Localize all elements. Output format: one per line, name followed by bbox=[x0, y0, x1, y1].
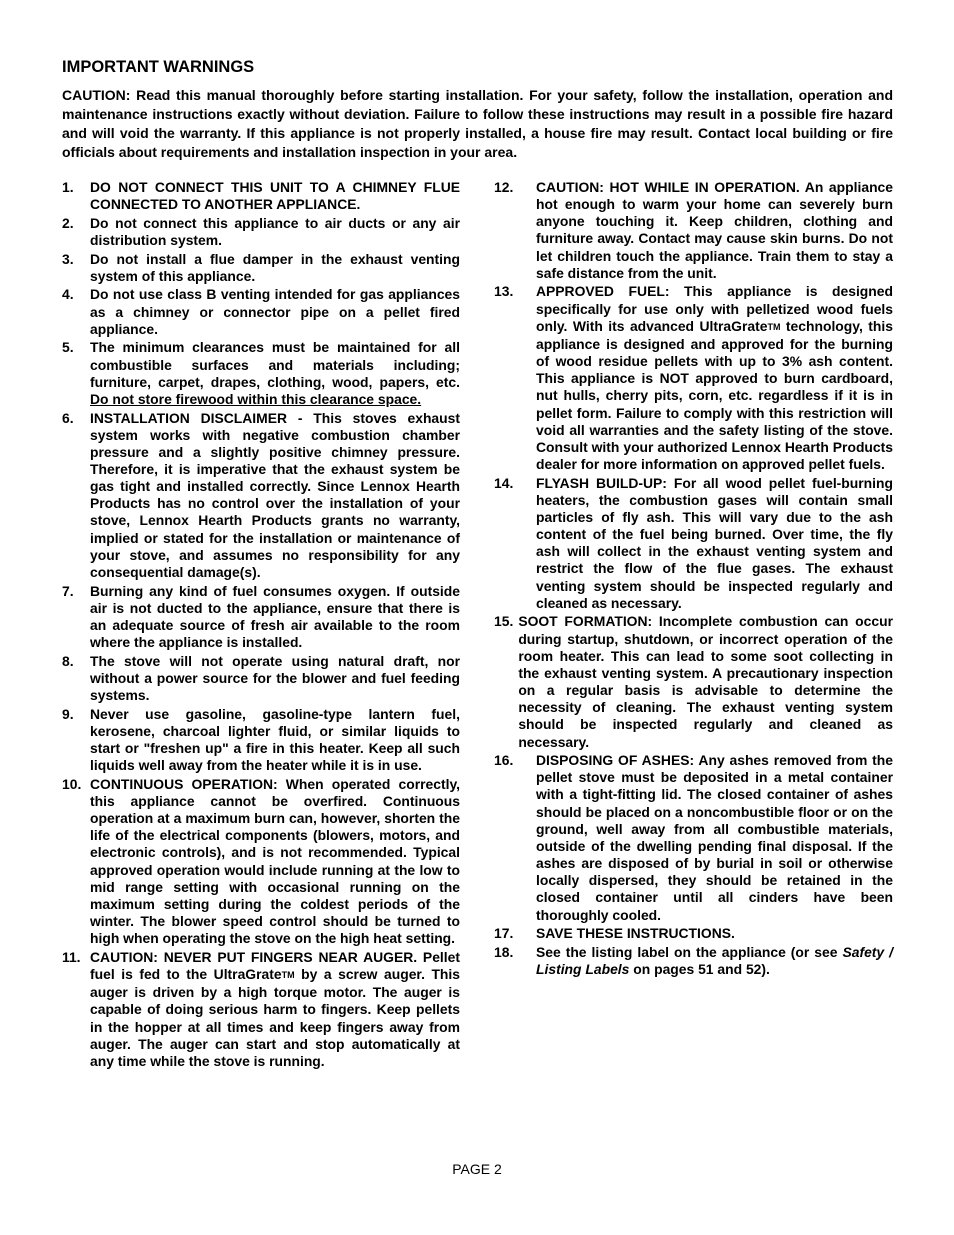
warning-item-7 bbox=[62, 583, 460, 652]
item-number: 8. bbox=[62, 652, 74, 669]
trademark-mark: TM bbox=[767, 321, 781, 332]
item-text-group bbox=[536, 944, 893, 978]
item-number: 6. bbox=[62, 409, 74, 426]
item-number: 2. bbox=[62, 214, 74, 231]
warning-item-1 bbox=[62, 179, 460, 213]
warnings-column-right bbox=[494, 179, 893, 980]
item-number: 18. bbox=[494, 943, 514, 960]
warning-item-17 bbox=[494, 925, 893, 942]
item-number: 14. bbox=[494, 474, 514, 491]
item-number: 1. bbox=[62, 179, 74, 195]
warning-item-16 bbox=[494, 752, 893, 924]
warning-item-13 bbox=[494, 283, 893, 473]
warning-item-4 bbox=[62, 286, 460, 337]
item-text: DISPOSING OF ASHES: Any ashes removed from the pellet stove must be deposited in a metal container with a tight-fitting lid. The closed container of ashes should be placed on a noncombustible floor or on the ground, well away from all combustible materials, outside of the dwelling pending final disposal. If the ashes are disposed of by burial in soil or otherwise locally dispersed, they should be retained in the closed container until all cinders have been thoroughly cooled. bbox=[536, 752, 893, 923]
warning-item-15 bbox=[494, 613, 893, 750]
page-heading: IMPORTANT WARNINGS bbox=[62, 58, 255, 76]
item-text: CAUTION: HOT WHILE IN OPERATION. An appliance hot enough to warm your home can severely burn anyone touching it. Keep children, clothing and furniture away. Contact may cause skin burns. Do not let children touch the appliance. Train them to stay a safe distance from the unit. bbox=[536, 179, 893, 281]
item-text-a: CAUTION: NEVER PUT FINGERS NEAR AUGER. Pellet fuel is fed to the UltraGrate bbox=[90, 948, 460, 983]
item-text: Do not use class B venting intended for gas appliances as a chimney or connector pipe on a pellet fired appliance. bbox=[90, 286, 460, 337]
page-number: PAGE 2 bbox=[452, 1161, 502, 1177]
underlined-warning: Do not store firewood within this clearance space. bbox=[90, 390, 422, 407]
warning-item-18 bbox=[494, 944, 893, 978]
item-text: Do not connect this appliance to air ducts or any air distribution system. bbox=[90, 214, 460, 248]
item-text: SAVE THESE INSTRUCTIONS. bbox=[536, 925, 735, 942]
item-text: CONTINUOUS OPERATION: When operated correctly, this appliance cannot be overfired. Continuous operation at a maximum burn can, however, shorten the life of the electrical components (blowers, motors, and electronic controls), and is not recommended. Typical approved operation would include running at the low to mid range setting with occasional running on the maximum setting during the coldest periods of the winter. The blower speed control should be turned to high when operating the stove on the high heat setting. bbox=[90, 775, 460, 947]
item-text-b: by a screw auger. This auger is driven by a high torque motor. The auger is capable of doing serious harm to fingers. Keep pellets in the hopper at all times and keep fingers away from auger. The auger can start and stop automatically at any time while the stove is running. bbox=[90, 966, 461, 1069]
item-text: FLYASH BUILD-UP: For all wood pellet fuel-burning heaters, the combustion gases will contain small particles of fly ash. This will vary due to the ash content of the fuel being burned. Over time, the fly ash will collect in the exhaust venting system and restrict the flow of the flue gases. The exhaust venting system should be inspected regularly and cleaned as necessary. bbox=[536, 474, 893, 611]
warning-item-5 bbox=[62, 339, 460, 408]
warning-item-14 bbox=[494, 475, 893, 612]
warning-item-12 bbox=[494, 179, 893, 282]
warning-item-10 bbox=[62, 776, 460, 948]
warning-item-8 bbox=[62, 653, 460, 704]
item-number: 12. bbox=[494, 179, 514, 195]
item-text-a: APPROVED FUEL: This appliance is designed specifically for use only with pelletized wood fuels only. With its advanced UltraGrate bbox=[536, 283, 893, 334]
item-text: Do not install a flue damper in the exhaust venting system of this appliance. bbox=[90, 250, 460, 284]
item-number: 5. bbox=[62, 339, 74, 356]
item-number: 16. bbox=[494, 752, 514, 769]
item-number: 11. bbox=[62, 948, 81, 965]
warning-item-11 bbox=[62, 949, 460, 1070]
item-text-group bbox=[90, 949, 460, 1070]
item-text-a: See the listing label on the appliance (or see bbox=[536, 943, 843, 960]
item-text-b: technology, this appliance is designed and approved for the burning of wood residue pellets with up to 3% ash content. This appliance is NOT approved to burn cardboard, nut hulls, cherry pits, corn, etc. regardless if it is in pellet form. Failure to comply with this restriction will void all warranties and the safety listing of the stove. Consult with your authorized Lennox Hearth Products dealer for more information on approved pellet fuels. bbox=[536, 317, 893, 472]
item-text: DO NOT CONNECT THIS UNIT TO A CHIMNEY FLUE CONNECTED TO ANOTHER APPLIANCE. bbox=[90, 179, 460, 213]
warning-item-6 bbox=[62, 410, 460, 582]
item-number: 4. bbox=[62, 286, 74, 303]
item-text-b: on pages 51 and 52). bbox=[629, 961, 770, 978]
item-number: 17. bbox=[494, 925, 514, 942]
item-text-group bbox=[90, 339, 460, 408]
item-text: INSTALLATION DISCLAIMER - This stoves exhaust system works with negative combustion chamber pressure and a slightly positive chimney pressure. Therefore, it is imperative that the exhaust system be gas tight and installed correctly. Since Lennox Hearth Products has no control over the installation of your stove, Lennox Hearth Products grants no warranty, implied or stated for the installation or maintenance of your stove, and assumes no responsibility for any consequential damage(s). bbox=[90, 409, 460, 580]
item-text: The minimum clearances must be maintained for all combustible surfaces and materials including; furniture, carpet, drapes, clothing, wood, papers, etc. bbox=[90, 339, 460, 390]
item-number: 15. bbox=[494, 613, 514, 630]
item-text: The stove will not operate using natural draft, nor without a power source for the blower and fuel feeding systems. bbox=[90, 652, 460, 704]
item-text: Never use gasoline, gasoline-type lantern fuel, kerosene, charcoal lighter fluid, or similar liquids to start or "freshen up" a fire in this heater. Keep all such liquids well away from the heater while it is in use. bbox=[90, 705, 460, 774]
warnings-column-left bbox=[62, 179, 460, 1071]
caution-paragraph: CAUTION: Read this manual thoroughly before starting installation. For your safety, follow the installation, operation and maintenance instructions exactly without deviation. Failure to follow these instructions may result in a possible fire hazard and will void the warranty. If this appliance is not properly installed, a house fire may result. Contact local building or fire officials about requirements and installation inspection in your area. bbox=[62, 87, 893, 160]
warning-item-3 bbox=[62, 251, 460, 285]
item-number: 13. bbox=[494, 283, 514, 300]
item-text: SOOT FORMATION: Incomplete combustion can occur during startup, shutdown, or incorrect operation of the room heater. This can lead to some soot collecting in the exhaust venting system. A precautionary inspection on a regular basis is advisable to determine the necessity of cleaning. The exhaust venting system should be inspected regularly and cleaned as necessary. bbox=[518, 613, 893, 750]
trademark-mark: TM bbox=[281, 970, 295, 981]
item-number: 3. bbox=[62, 250, 74, 267]
item-number: 10. bbox=[62, 775, 82, 792]
item-text: Burning any kind of fuel consumes oxygen. If outside air is not ducted to the appliance, ensure that there is an adequate source of fresh air available to the room where the appliance is installed. bbox=[90, 582, 460, 651]
warning-item-2 bbox=[62, 215, 460, 249]
italic-reference: Safety / Listing Labels bbox=[536, 943, 893, 978]
item-number: 9. bbox=[62, 705, 74, 722]
item-text-group bbox=[536, 283, 893, 473]
item-number: 7. bbox=[62, 582, 74, 599]
warning-item-9 bbox=[62, 706, 460, 775]
